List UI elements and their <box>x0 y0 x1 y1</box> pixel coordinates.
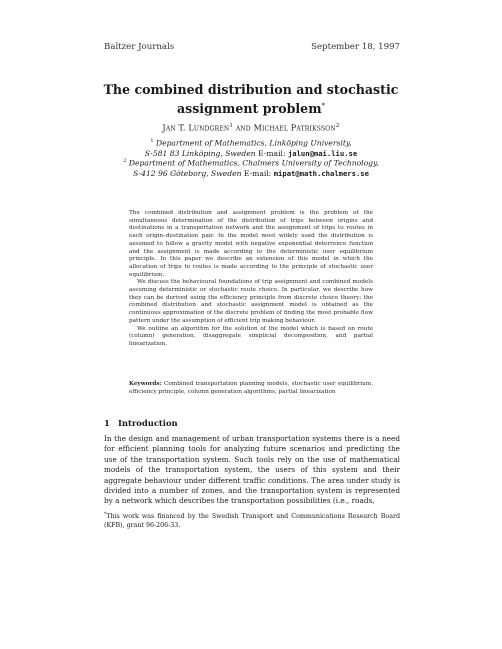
keywords <box>129 381 373 396</box>
intro-paragraph: In the design and management of urban transportation systems there is a need for efficient planning tools for analyzing future scenarios and predicting the use of the transportation system. Such tools rely on the use of mathematical models of the transportation system, the users of this system and their aggregate behaviour under different traffic conditions. The area under study is divided into a number of zones, and the transportation system is represented by a network which describes the transportation possibilities (i.e., roads, <box>104 434 400 506</box>
abstract-paragraph-1: The combined distribution and assignment problem is the problem of the simultaneous determination of the distribution of trips between origins and destinations in a transportation network and the assignment of trips to routes in each origin–destination pair. In the model most widely used the distribution is assumed to follow a gravity model with negative exponential deterrence function and the assignment is made according to the deterministic user equilibrium principle. In this paper we describe an extension of this model in which the allocation of trips to routes is made according to the principle of stochastic user equilibrium. <box>129 210 373 278</box>
section-number: 1 <box>104 418 110 428</box>
affiliation-2-email-label: E-mail: <box>243 168 272 178</box>
abstract-paragraph-2: We discuss the behavioural foundations of trip assignment and combined models assuming deterministic or stochastic route choice. In particular, we describe how they can be derived using the efficiency principle from discrete choice theory; the combined distribution and stochastic assignment model is obtained as the continuous approximation of the discrete problem of finding the most probable flow pattern under the assumption of efficient trip making behaviour. <box>129 279 373 324</box>
author-1-affil: 1 <box>229 123 234 129</box>
header-date: September 18, 1997 <box>311 42 400 52</box>
footnote-marker: * <box>104 512 107 517</box>
journal-name: Baltzer Journals <box>104 42 175 52</box>
keywords-label: Keywords: <box>129 381 162 387</box>
affiliation-1-email-label: E-mail: <box>258 148 286 158</box>
affiliation-2-email[interactable]: mipat@math.chalmers.se <box>273 168 369 178</box>
abstract <box>129 210 373 349</box>
affiliation-1-address: S-581 83 Linköping, Sweden <box>144 148 256 158</box>
section-heading <box>104 418 178 428</box>
author-conjunction: and <box>235 123 251 133</box>
affiliation-1-num: 1 <box>150 138 154 144</box>
affiliation-2 <box>100 156 402 179</box>
author-1: Jan T. Lundgren <box>162 123 230 133</box>
abstract-paragraph-3: We outline an algorithm for the solution of the model which is based on route (column) generation, disaggregate simplicial decomposition, and partial linearization. <box>129 325 373 347</box>
affiliation-1-email[interactable]: jalun@mai.liu.se <box>287 148 358 158</box>
section-title: Introduction <box>118 418 178 428</box>
author-2-affil: 2 <box>335 123 340 129</box>
running-head <box>104 42 400 52</box>
title-footnote-marker: * <box>321 102 326 110</box>
affiliation-2-dept: Department of Mathematics, Chalmers University of Technology, <box>128 158 379 168</box>
title-text: The combined distribution and stochastic assignment problem <box>103 82 399 117</box>
author-line <box>100 123 402 133</box>
footnote <box>104 511 400 531</box>
affiliation-1-dept: Department of Mathematics, Linköping University, <box>155 138 352 148</box>
author-2: Michael Patriksson <box>253 123 336 133</box>
affiliation-2-num: 2 <box>123 158 127 164</box>
keywords-text: Combined transportation planning models, stochastic user equilibrium, efficiency principle, column generation algorithms, partial linearization <box>129 381 374 395</box>
affiliation-2-address: S-412 96 Göteborg, Sweden <box>133 168 242 178</box>
paper-title <box>100 82 402 117</box>
footnote-text: This work was financed by the Swedish Transport and Communications Research Board (KFB), grant 96-206-33. <box>104 513 400 529</box>
